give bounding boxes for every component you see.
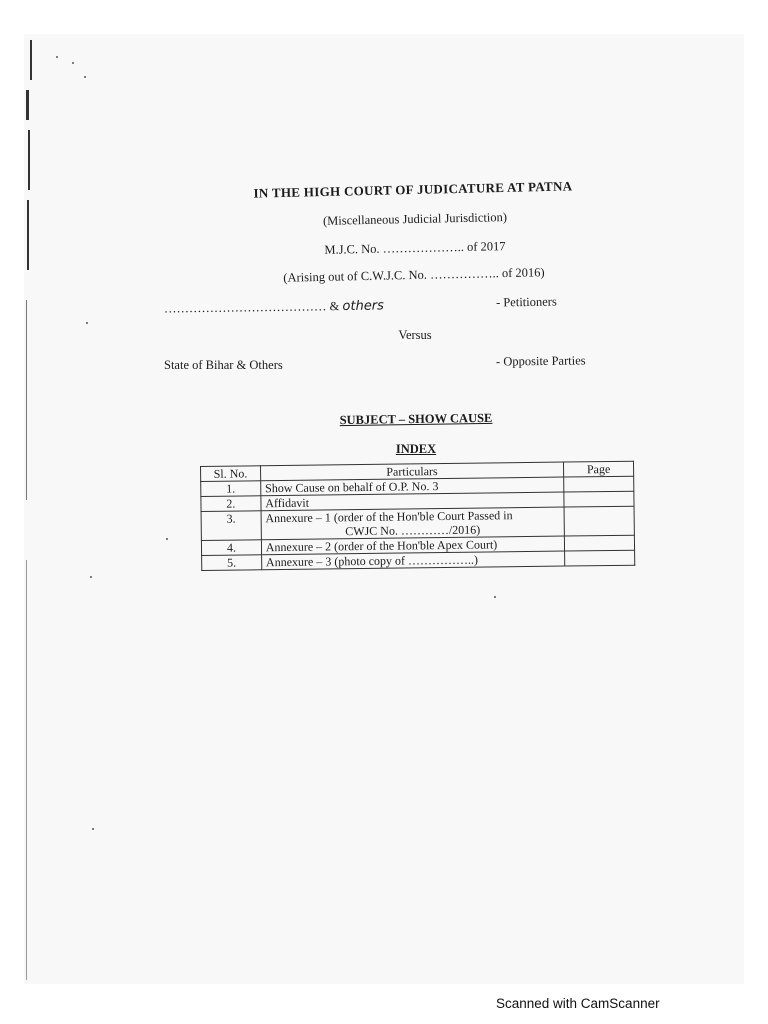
column-header-sl-no: Sl. No. xyxy=(201,466,261,482)
binding-edge-mark xyxy=(26,560,27,980)
scan-speck xyxy=(90,576,92,578)
binding-edge-mark xyxy=(26,90,29,120)
case-number-line: M.J.C. No. ……………….. of 2017 xyxy=(324,239,506,257)
versus-label: Versus xyxy=(398,328,432,342)
row-sl-no: 1. xyxy=(201,481,261,497)
scan-speck xyxy=(56,56,58,58)
row-sl-no: 5. xyxy=(202,555,262,571)
scanner-watermark: Scanned with CamScanner xyxy=(496,996,660,1011)
scan-speck xyxy=(494,596,496,598)
scan-speck xyxy=(84,76,86,78)
binding-edge-mark xyxy=(26,300,27,500)
row-particulars: Affidavit xyxy=(261,492,564,511)
row-page xyxy=(564,535,634,551)
row-particulars-line1: Annexure – 1 (order of the Hon'ble Court Passed in xyxy=(265,508,513,526)
row-page xyxy=(564,491,634,507)
arising-out-of-line: (Arising out of C.W.J.C. No. …………….. of 2016) xyxy=(283,265,545,285)
respondent-role: - Opposite Parties xyxy=(495,353,586,369)
row-sl-no: 4. xyxy=(201,540,261,556)
row-particulars: Annexure – 3 (photo copy of ……………..) xyxy=(261,551,564,570)
row-particulars xyxy=(261,507,565,540)
column-header-particulars: Particulars xyxy=(260,462,563,481)
respondent-name: State of Bihar & Others xyxy=(164,358,283,372)
scan-speck xyxy=(92,828,94,830)
row-page xyxy=(564,506,634,536)
index-heading: INDEX xyxy=(395,442,437,456)
binding-edge-mark xyxy=(30,40,32,80)
binding-edge-mark xyxy=(27,200,29,270)
index-table xyxy=(200,461,635,571)
scan-speck xyxy=(72,62,74,64)
scan-speck xyxy=(166,538,168,540)
jurisdiction-line: (Miscellaneous Judicial Jurisdiction) xyxy=(322,210,508,228)
petitioner-name xyxy=(164,298,384,316)
row-particulars-line2: CWJC No. …………/2016) xyxy=(345,522,481,539)
row-page xyxy=(564,476,634,492)
row-particulars: Show Cause on behalf of O.P. No. 3 xyxy=(261,477,564,496)
column-header-page: Page xyxy=(563,461,633,477)
subject-heading: SUBJECT – SHOW CAUSE xyxy=(339,410,493,428)
row-page xyxy=(565,550,635,566)
row-sl-no: 3. xyxy=(201,511,261,541)
row-sl-no: 2. xyxy=(201,496,261,512)
row-particulars: Annexure – 2 (order of the Hon'ble Apex Court) xyxy=(261,536,564,555)
scan-speck xyxy=(86,322,88,324)
binding-edge-mark xyxy=(28,130,30,190)
court-title: IN THE HIGH COURT OF JUDICATURE AT PATNA xyxy=(253,178,573,201)
petitioner-blank: ………………………………… & xyxy=(163,299,343,316)
petitioner-role: - Petitioners xyxy=(495,294,557,310)
petitioner-handwritten-text: others xyxy=(342,298,384,315)
